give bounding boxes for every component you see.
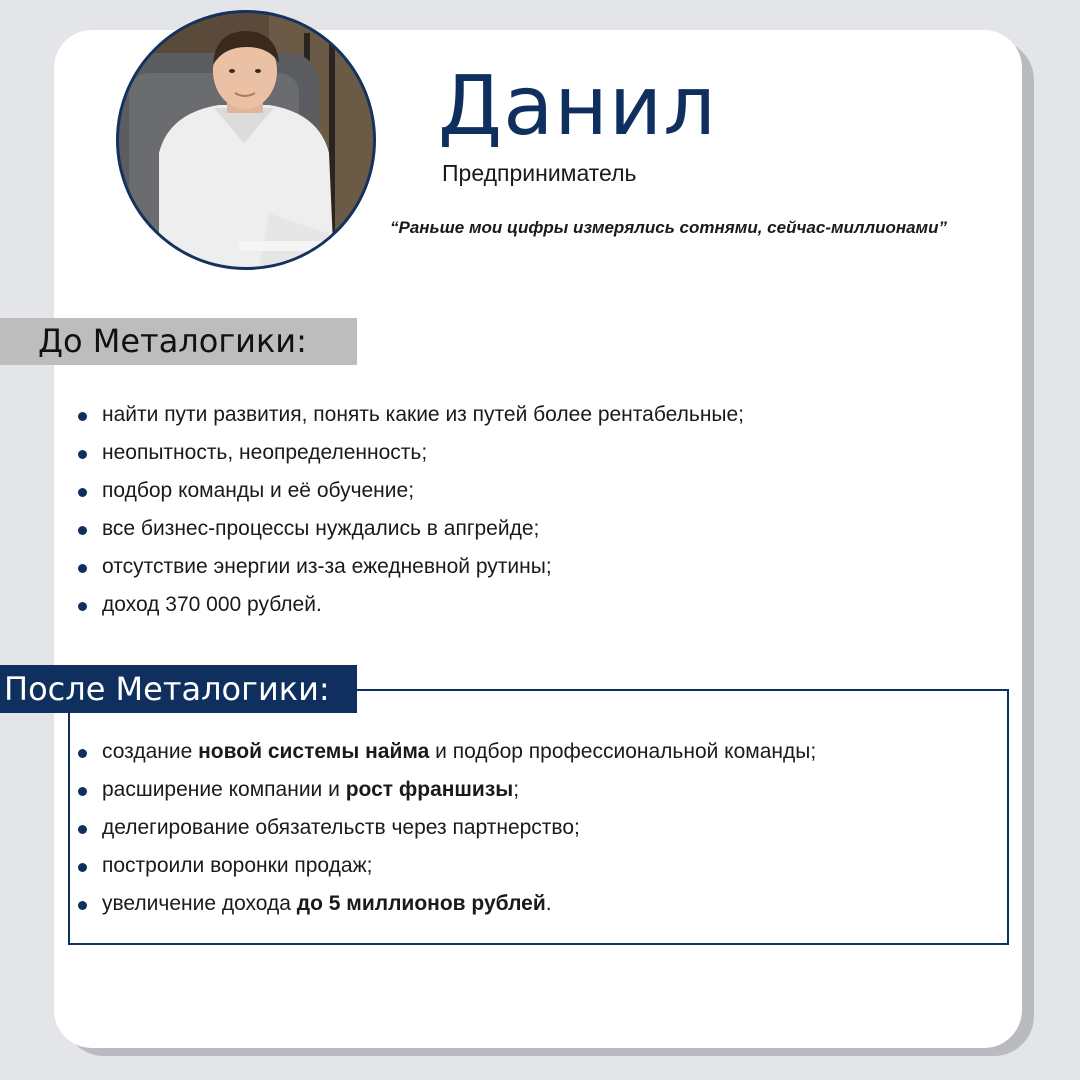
list-item: подбор команды и её обучение;: [78, 478, 744, 516]
list-item: доход 370 000 рублей.: [78, 592, 744, 630]
person-photo-illustration: [119, 13, 373, 267]
list-item: отсутствие энергии из-за ежедневной рутины;: [78, 554, 744, 592]
bullet-icon: [78, 825, 87, 834]
bullet-icon: [78, 602, 87, 611]
bullet-icon: [78, 787, 87, 796]
person-role: Предприниматель: [442, 160, 637, 186]
list-item: все бизнес-процессы нуждались в апгрейде;: [78, 516, 744, 554]
before-section-title: До Металогики:: [0, 318, 357, 365]
list-item: неопытность, неопределенность;: [78, 440, 744, 478]
bullet-icon: [78, 412, 87, 421]
list-item: создание новой системы найма и подбор профессиональной команды;: [78, 739, 816, 777]
bullet-icon: [78, 901, 87, 910]
person-name: Данил: [438, 59, 717, 154]
bullet-icon: [78, 488, 87, 497]
list-item: расширение компании и рост франшизы;: [78, 777, 816, 815]
bullet-icon: [78, 564, 87, 573]
before-list: [78, 402, 744, 630]
list-item: делегирование обязательств через партнерство;: [78, 815, 816, 853]
bullet-icon: [78, 450, 87, 459]
list-item: построили воронки продаж;: [78, 853, 816, 891]
after-list: [78, 739, 816, 929]
testimonial-quote: “Раньше мои цифры измерялись сотнями, сейчас-миллионами”: [390, 218, 948, 237]
bullet-icon: [78, 749, 87, 758]
bullet-icon: [78, 526, 87, 535]
list-item: найти пути развития, понять какие из путей более рентабельные;: [78, 402, 744, 440]
after-section-title: После Металогики:: [0, 665, 357, 713]
profile-photo: [116, 10, 376, 270]
list-item: увеличение дохода до 5 миллионов рублей.: [78, 891, 816, 929]
bullet-icon: [78, 863, 87, 872]
